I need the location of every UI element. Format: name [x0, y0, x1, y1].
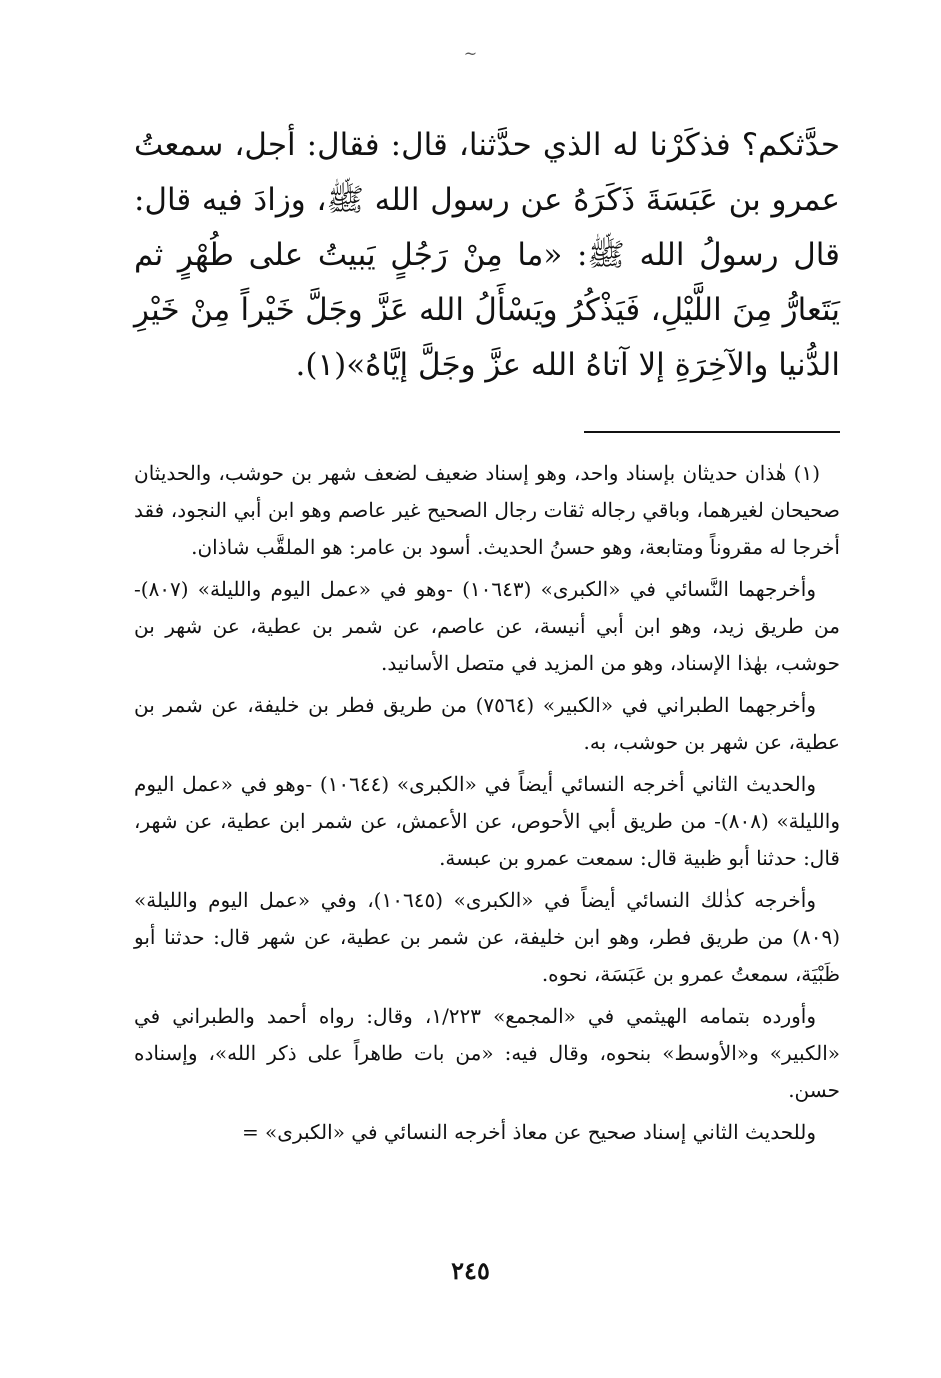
- footnote-paragraph: (١) هٰذان حديثان بإسناد واحد، وهو إسناد ضعيف لضعف شهر بن حوشب، والحديثان صحيحان لغيرهما، وباقي رجاله ثقات رجال الصحيح غير عاصم وهو ابن أبي النجود، فقد أخرجا له مقروناً ومتابعة، وهو حسنُ الحديث. أسود بن عامر: هو الملقَّب شاذان.: [134, 461, 840, 559]
- footnotes-section: [134, 455, 840, 1156]
- hadith-text: حدَّثكم؟ فذكَرْنا له الذي حدَّثنا، قال: فقال: أجل، سمعتُ عمرو بن عَبَسَةَ ذَكَرَهُ عن رسول الله ﷺ، وزادَ فيه قال: قال رسولُ الله ﷺ: «ما مِنْ رَجُلٍ يَبيتُ على طُهْرٍ ثم يَتَعارُّ مِنَ اللَّيْلِ، فَيَذْكُرُ ويَسْأَلُ الله عَزَّ وجَلَّ خَيْراً مِنْ خَيْرِ الدُّنيا والآخِرَةِ إلا آتاهُ الله عزَّ وجَلَّ إيَّاهُ»(١).: [134, 127, 840, 383]
- footnote-paragraph: والحديث الثاني أخرجه النسائي أيضاً في «الكبرى» (١٠٦٤٤) -وهو في «عمل اليوم والليلة» (٨٠٨)- من طريق أبي الأحوص، عن الأعمش، عن شمر ابن عطية، عن شهر، قال: حدثنا أبو ظبية قال: سمعت عمرو بن عبسة.: [134, 772, 840, 870]
- page-number: ٢٤٥: [451, 1256, 490, 1285]
- footnote-paragraph: وأورده بتمامه الهيثمي في «المجمع» ١/٢٢٣، وقال: رواه أحمد والطبراني في «الكبير» و«الأوسط» بنحوه، وقال فيه: «من بات طاهراً على ذكر الله»، وإسناده حسن.: [134, 1004, 840, 1102]
- footnote-paragraph: وأخرجه كذٰلك النسائي أيضاً في «الكبرى» (١٠٦٤٥)، وفي «عمل اليوم والليلة» (٨٠٩) من طريق فطر، وهو ابن خليفة، عن شمر بن عطية، عن شهر قال: حدثنا أبو ظَبْيَة، سمعتُ عمرو بن عَبَسَة، نحوه.: [134, 888, 840, 986]
- footnote-paragraph: وأخرجهما الطبراني في «الكبير» (٧٥٦٤) من طريق فطر بن خليفة، عن شمر بن عطية، عن شهر بن حوشب، به.: [134, 693, 840, 754]
- top-ornament: ~: [463, 44, 478, 63]
- footnote-separator: [584, 431, 840, 433]
- footnote-paragraph: وللحديث الثاني إسناد صحيح عن معاذ أخرجه النسائي في «الكبرى» =: [241, 1120, 816, 1144]
- footnote-paragraph: وأخرجهما النَّسائي في «الكبرى» (١٠٦٤٣) -وهو في «عمل اليوم والليلة» (٨٠٧)- من طريق زيد، وهو ابن أبي أنيسة، عن عاصم، عن شمر بن عطية، عن شهر بن حوشب، بهٰذا الإسناد، وهو من المزيد في متصل الأسانيد.: [134, 577, 840, 675]
